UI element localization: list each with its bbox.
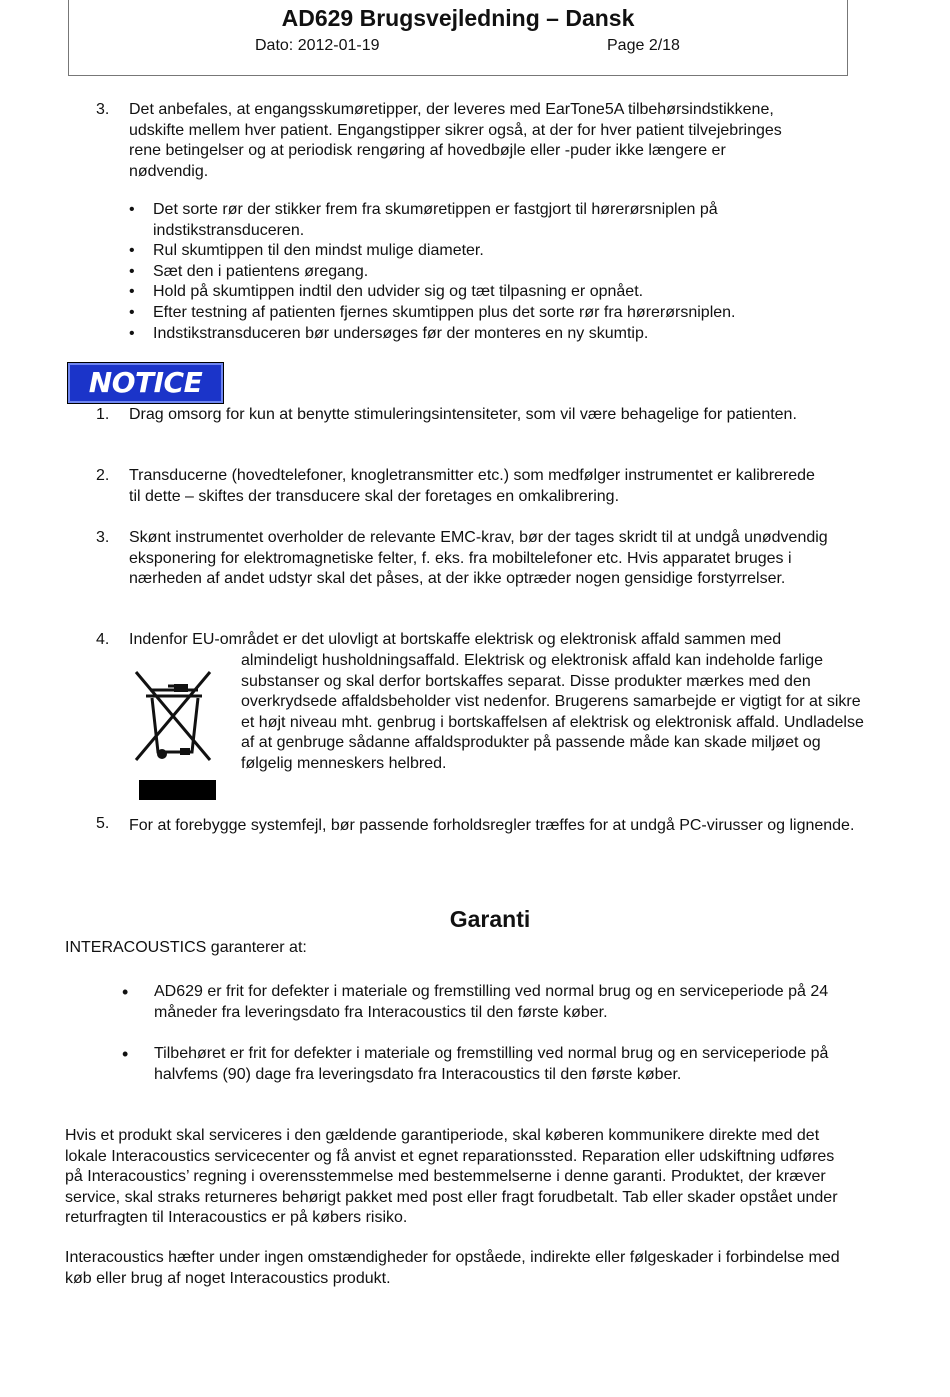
list-item [122, 982, 854, 1023]
notice-item-text: Indenfor EU-området er det ulovligt at bortskaffe elektrisk og elektronisk affald sammen med [129, 631, 782, 648]
notice-label: NOTICE [88, 366, 203, 399]
item-number: 1. [96, 406, 110, 423]
list-item: • Indstikstransduceren bør undersøges før der monteres en ny skumtip. [129, 324, 819, 345]
item-number: 3. [96, 529, 110, 546]
insertion-steps-list [129, 200, 819, 344]
list-item: • Efter testning af patienten fjernes skumtippen plus det sorte rør fra hørerørsniplen. [129, 303, 819, 324]
page-header [68, 0, 848, 76]
paragraph-line: udskifte mellem hver patient. Engangstipper sikrer også, at der for hver patient tilvejebringes [129, 121, 782, 139]
document-date: Dato: 2012-01-19 [255, 37, 380, 54]
notice-item-text: Drag omsorg for kun at benytte stimuleringsintensiteter, som vil være behagelige for patienten. [129, 406, 797, 423]
item-number: 2. [96, 467, 110, 484]
paragraph-eartips [129, 100, 889, 182]
item-number: 4. [96, 631, 110, 648]
document-title: AD629 Brugsvejledning – Dansk [281, 5, 635, 31]
list-item: • Det sorte rør der stikker frem fra skumøretippen er fastgjort til hørerørsniplen på indstikstransduceren. [129, 200, 819, 241]
list-item: • Sæt den i patientens øregang. [129, 262, 819, 283]
item-number: 5. [96, 815, 110, 832]
warranty-service-paragraph: Hvis et produkt skal serviceres i den gældende garantiperiode, skal køberen kommunikere direkte med det lokale Interacoustics servicecenter og få anvist et egnet reparationssted. Reparation eller udskiftning udføres på Interacoustics’ regning i overensstemmelse med bestemmelserne i denne garanti. Produktet, der kræver service, skal straks returneres behørigt pakket med post eller fragt forudbetalt. Tab eller skader opstået under returfragten til Interacoustics er på købers risiko. [65, 1127, 838, 1227]
paragraph-line: nødvendig. [129, 162, 209, 180]
list-item: • Hold på skumtippen indtil den udvider sig og tæt tilpasning er opnået. [129, 282, 819, 303]
warranty-intro: INTERACOUSTICS garanterer at: [65, 939, 307, 956]
crossed-out-wheelie-bin-icon [128, 660, 218, 802]
page-number: Page 2/18 [607, 37, 680, 54]
warranty-list [122, 982, 854, 1085]
list-item-text: Tilbehøret er frit for defekter i materiale og fremstilling ved normal brug og en serviceperiode på halvfems (90) dage fra leveringsdato fra Interacoustics til den første køber. [154, 1045, 829, 1083]
bullet-icon: • [122, 982, 129, 1002]
bullet-icon: • [122, 1044, 129, 1065]
notice-item-text: For at forebygge systemfejl, bør passende forholdsregler træffes for at undgå PC-virusser og lignende. [129, 817, 855, 834]
paragraph-line: rene betingelser og at periodisk rengøring af hovedbøjle eller -puder ikke længere er [129, 142, 726, 160]
list-item-text: AD629 er frit for defekter i materiale og fremstilling ved normal brug og en serviceperiode på 24 måneder fra leveringsdato fra Interacoustics til den første køber. [154, 983, 829, 1021]
notice-badge [67, 362, 224, 404]
item-number: 3. [96, 101, 110, 118]
notice-item-text: almindeligt husholdningsaffald. Elektrisk og elektronisk affald kan indeholde farlige substanser og skal derfor bortskaffes separat. Disse produkter mærkes med den overkrydsede affaldsbeholder vist nedenfor. Brugerens samarbejde er vigtigt for at sikre et højt niveau mht. genbrug i bortskaffelsen af elektrisk og elektronisk affald. Undladelse af at genbruge sådanne affaldsprodukter på passende måde kan skade miljøet og følgelig menneskers helbred. [241, 652, 864, 772]
paragraph-line: Det anbefales, at engangsskumøretipper, der leveres med EarTone5A tilbehørsindstikkene, [129, 101, 774, 118]
list-item: • Rul skumtippen til den mindst mulige diameter. [129, 241, 819, 262]
warranty-liability-paragraph: Interacoustics hæfter under ingen omstændigheder for opståede, indirekte eller følgeskader i forbindelse med køb eller brug af noget Interacoustics produkt. [65, 1249, 840, 1287]
notice-item-text: Transducerne (hovedtelefoner, knogletransmitter etc.) som medfølger instrumentet er kalibrerede til dette – skiftes der transducere skal der foretages en omkalibrering. [129, 467, 815, 505]
notice-item-text: Skønt instrumentet overholder de relevante EMC-krav, bør der tages skridt til at undgå unødvendig eksponering for elektromagnetiske felter, f. eks. fra mobiltelefoner etc. Hvis apparatet bruges i nærheden af andet udstyr skal det påses, at der ikke optræder nogen gensidige forstyrrelser. [129, 529, 828, 588]
section-heading-warranty: Garanti [449, 906, 531, 932]
list-item [122, 1044, 854, 1085]
